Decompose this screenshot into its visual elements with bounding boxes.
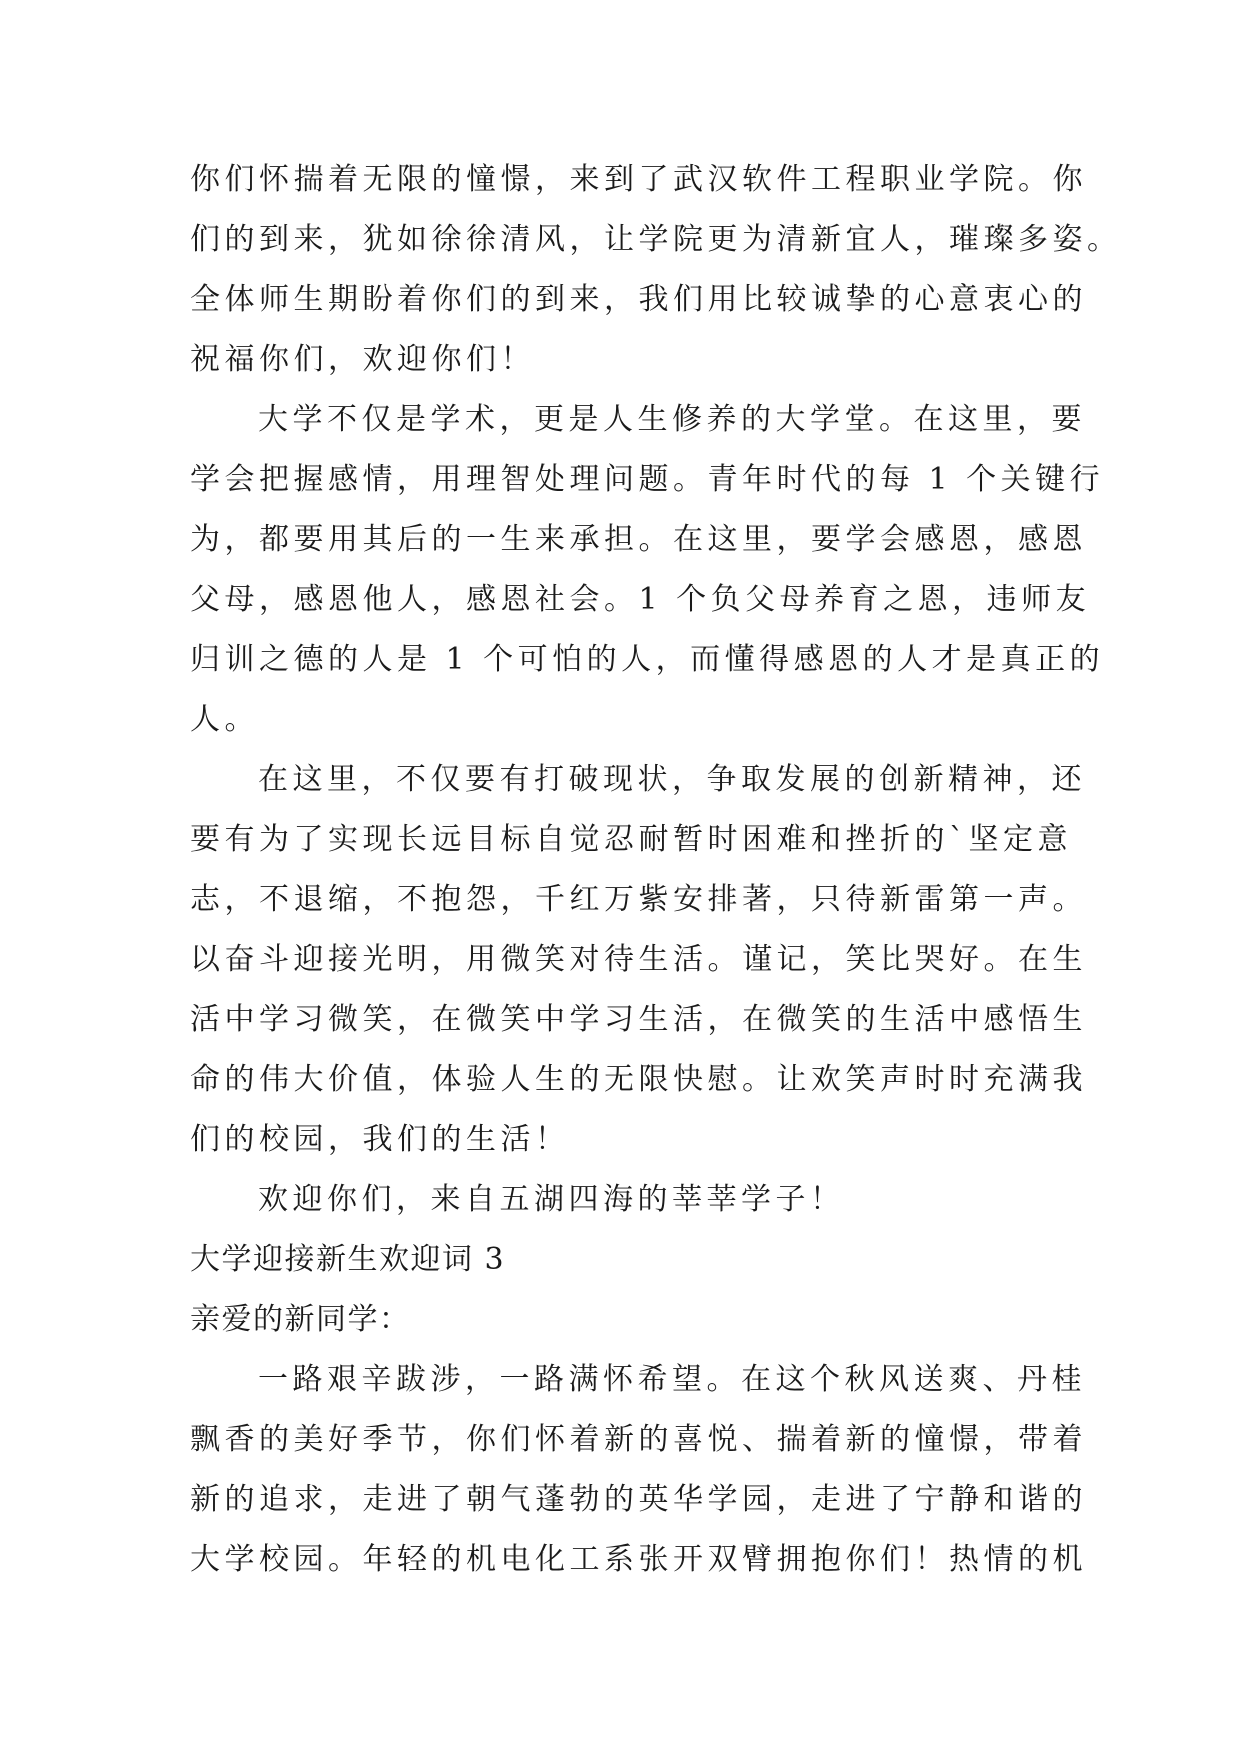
text-line: 父母，感恩他人，感恩社会。1 个负父母养育之恩，违师友 [190, 582, 1091, 617]
text-line: 新的追求，走进了朝气蓬勃的英华学园，走进了宁静和谐的 [190, 1482, 1087, 1517]
document-body [190, 150, 1122, 1590]
salutation: 亲爱的新同学： [190, 1302, 411, 1337]
text-line: 大学不仅是学术，更是人生修养的大学堂。在这里，要 [258, 402, 1086, 437]
paragraph-2 [190, 390, 1105, 750]
section-title: 大学迎接新生欢迎词 3 [190, 1242, 506, 1277]
text-line: 飘香的美好季节，你们怀着新的喜悦、揣着新的憧憬，带着 [190, 1422, 1087, 1457]
text-line: 归训之德的人是 1 个可怕的人，而懂得感恩的人才是真正的 [190, 642, 1105, 677]
paragraph-1 [190, 150, 1122, 390]
text-line: 你们怀揣着无限的憧憬，来到了武汉软件工程职业学院。你 [190, 162, 1087, 197]
text-line: 们的到来，犹如徐徐清风，让学院更为清新宜人，璀璨多姿。 [190, 222, 1122, 257]
text-line: 学会把握感情，用理智处理问题。青年时代的每 1 个关键行 [190, 462, 1105, 497]
text-line: 人。 [190, 702, 259, 737]
text-line: 在这里，不仅要有打破现状，争取发展的创新精神，还 [258, 762, 1086, 797]
text-line: 要有为了实现长远目标自觉忍耐暂时困难和挫折的`坚定意 [190, 822, 1072, 857]
paragraph-4 [190, 1170, 1060, 1230]
text-line: 祝福你们，欢迎你们！ [190, 342, 535, 377]
paragraph-5 [190, 1350, 1087, 1590]
text-line: 欢迎你们，来自五湖四海的莘莘学子！ [258, 1182, 845, 1217]
text-line: 活中学习微笑，在微笑中学习生活，在微笑的生活中感悟生 [190, 1002, 1087, 1037]
text-line: 志，不退缩，不抱怨，千红万紫安排著，只待新雷第一声。 [190, 882, 1087, 917]
text-line: 大学校园。年轻的机电化工系张开双臂拥抱你们！热情的机 [190, 1542, 1087, 1577]
text-line: 命的伟大价值，体验人生的无限快慰。让欢笑声时时充满我 [190, 1062, 1087, 1097]
text-line: 全体师生期盼着你们的到来，我们用比较诚挚的心意衷心的 [190, 282, 1087, 317]
text-line: 们的校园，我们的生活！ [190, 1122, 570, 1157]
text-line: 以奋斗迎接光明，用微笑对待生活。谨记，笑比哭好。在生 [190, 942, 1087, 977]
paragraph-3 [190, 750, 1087, 1170]
text-line: 为，都要用其后的一生来承担。在这里，要学会感恩，感恩 [190, 522, 1087, 557]
text-line: 一路艰辛跋涉，一路满怀希望。在这个秋风送爽、丹桂 [258, 1362, 1086, 1397]
